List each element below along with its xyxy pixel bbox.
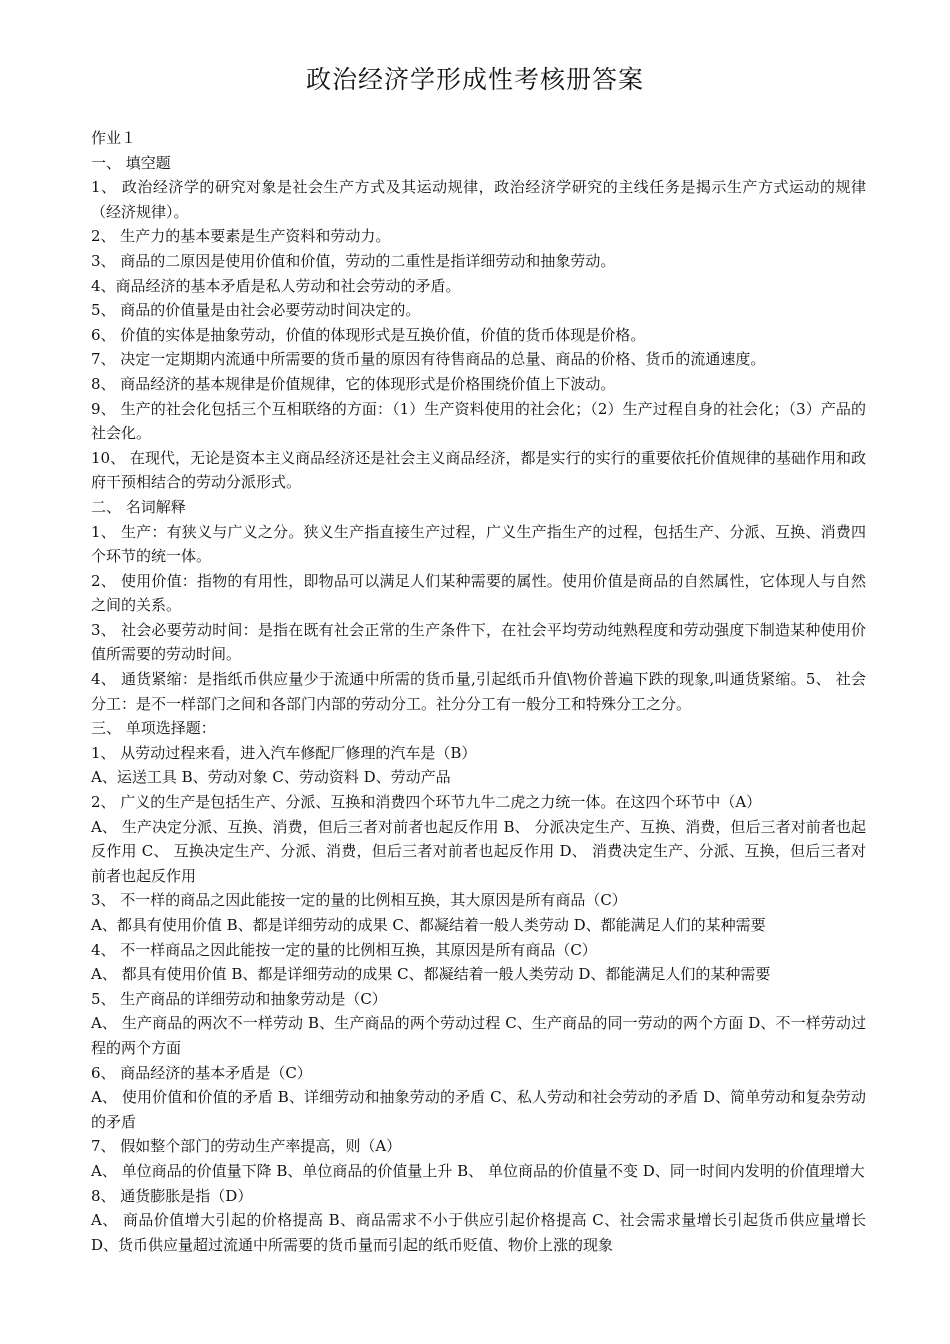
options: A、 使用价值和价值的矛盾 B、详细劳动和抽象劳动的矛盾 C、私人劳动和社会劳动的矛盾 D、简单劳动和复杂劳动的矛盾 bbox=[91, 1088, 866, 1131]
options: A、 商品价值增大引起的价格提高 B、商品需求不小于供应引起价格提高 C、社会需求量增长引起货币供应量增长 D、货币供应量超过流通中所需要的货币量而引起的纸币贬值、物价上涨的现象 bbox=[91, 1211, 866, 1254]
options: A、 单位商品的价值量下降 B、单位商品的价值量上升 B、 单位商品的价值量不变 D、同一时间内发明的价值理增大 bbox=[91, 1161, 865, 1180]
paragraph: 1、 生产：有狭义与广义之分。狭义生产指直接生产过程，广义生产指生产的过程，包括生产、分派、互换、消费四个环节的统一体。 bbox=[91, 522, 866, 566]
part-heading: 一、 填空题 bbox=[91, 153, 171, 172]
question: 2、 广义的生产是包括生产、分派、互换和消费四个环节九牛二虎之力统一体。在这四个环节中（A） bbox=[91, 793, 762, 812]
paragraph: 6、 价值的实体是抽象劳动，价值的体现形式是互换价值，价值的货币体现是价格。 bbox=[91, 325, 646, 344]
paragraph: 10、 在现代，无论是资本主义商品经济还是社会主义商品经济，都是实行的实行的重要依托价值规律的基础作用和政府干预相结合的劳动分派形式。 bbox=[91, 448, 866, 492]
options: A、 都具有使用价值 B、都是详细劳动的成果 C、都凝结着一般人类劳动 D、都能满足人们的某种需要 bbox=[91, 965, 771, 984]
part-heading: 二、 名词解释 bbox=[91, 497, 186, 516]
paragraph: 5、 商品的价值量是由社会必要劳动时间决定的。 bbox=[91, 301, 421, 320]
document-body bbox=[91, 126, 866, 1257]
paragraph: 2、 使用价值：指物的有用性，即物品可以满足人们某种需要的属性。使用价值是商品的自然属性，它体现人与自然之间的关系。 bbox=[91, 571, 866, 615]
paragraph: 9、 生产的社会化包括三个互相联络的方面：（1）生产资料使用的社会化；（2）生产过程自身的社会化；（3）产品的社会化。 bbox=[91, 399, 866, 443]
paragraph: 7、 决定一定期期内流通中所需要的货币量的原因有待售商品的总量、商品的价格、货币的流通速度。 bbox=[91, 350, 766, 369]
options: A、 生产决定分派、互换、消费，但后三者对前者也起反作用 B、 分派决定生产、互换、消费，但后三者对前者也起反作用 C、 互换决定生产、分派、消费，但后三者对前者也起反作用 D、 消费决定生产、分派、互换，但后三者对前者也起反作用 bbox=[91, 817, 866, 885]
question: 6、 商品经济的基本矛盾是（C） bbox=[91, 1063, 312, 1082]
options: A、都具有使用价值 B、都是详细劳动的成果 C、都凝结着一般人类劳动 D、都能满足人们的某种需要 bbox=[91, 916, 766, 934]
paragraph: 3、 社会必要劳动时间：是指在既有社会正常的生产条件下，在社会平均劳动纯熟程度和劳动强度下制造某种使用价值所需要的劳动时间。 bbox=[91, 620, 866, 664]
question: 8、 通货膨胀是指（D） bbox=[91, 1186, 253, 1205]
part-heading: 三、 单项选择题： bbox=[91, 719, 216, 738]
question: 5、 生产商品的详细劳动和抽象劳动是（C） bbox=[91, 989, 387, 1008]
question: 7、 假如整个部门的劳动生产率提高，则（A） bbox=[91, 1137, 402, 1156]
options: A、 生产商品的两次不一样劳动 B、生产商品的两个劳动过程 C、生产商品的同一劳动的两个方面 D、不一样劳动过程的两个方面 bbox=[91, 1014, 866, 1057]
paragraph: 2、 生产力的基本要素是生产资料和劳动力。 bbox=[91, 227, 391, 246]
section-heading: 作业１ bbox=[91, 129, 137, 147]
question: 3、 不一样的商品之因此能按一定的量的比例相互换，其大原因是所有商品（C） bbox=[91, 891, 627, 910]
paragraph: 1、 政治经济学的研究对象是社会生产方式及其运动规律，政治经济学研究的主线任务是揭示生产方式运动的规律（经济规律）。 bbox=[91, 178, 866, 221]
paragraph: 8、 商品经济的基本规律是价值规律，它的体现形式是价格围绕价值上下波动。 bbox=[91, 374, 616, 393]
paragraph: 4、商品经济的基本矛盾是私人劳动和社会劳动的矛盾。 bbox=[91, 276, 461, 295]
question: 1、 从劳动过程来看，进入汽车修配厂修理的汽车是（B） bbox=[91, 743, 477, 762]
document-title: 政治经济学形成性考核册答案 bbox=[305, 65, 644, 94]
options: A、运送工具 B、劳动对象 C、劳动资料 D、劳动产品 bbox=[91, 768, 451, 787]
question: 4、 不一样商品之因此能按一定的量的比例相互换，其原因是所有商品（C） bbox=[91, 940, 597, 959]
paragraph: 4、 通货紧缩：是指纸币供应量少于流通中所需的货币量,引起纸币升值\物价普遍下跌的现象,叫通货紧缩。5、 社会分工：是不一样部门之间和各部门内部的劳动分工。社分分工有一般分工和特殊分工之分。 bbox=[91, 670, 866, 713]
paragraph: 3、 商品的二原因是使用价值和价值，劳动的二重性是指详细劳动和抽象劳动。 bbox=[91, 251, 616, 270]
